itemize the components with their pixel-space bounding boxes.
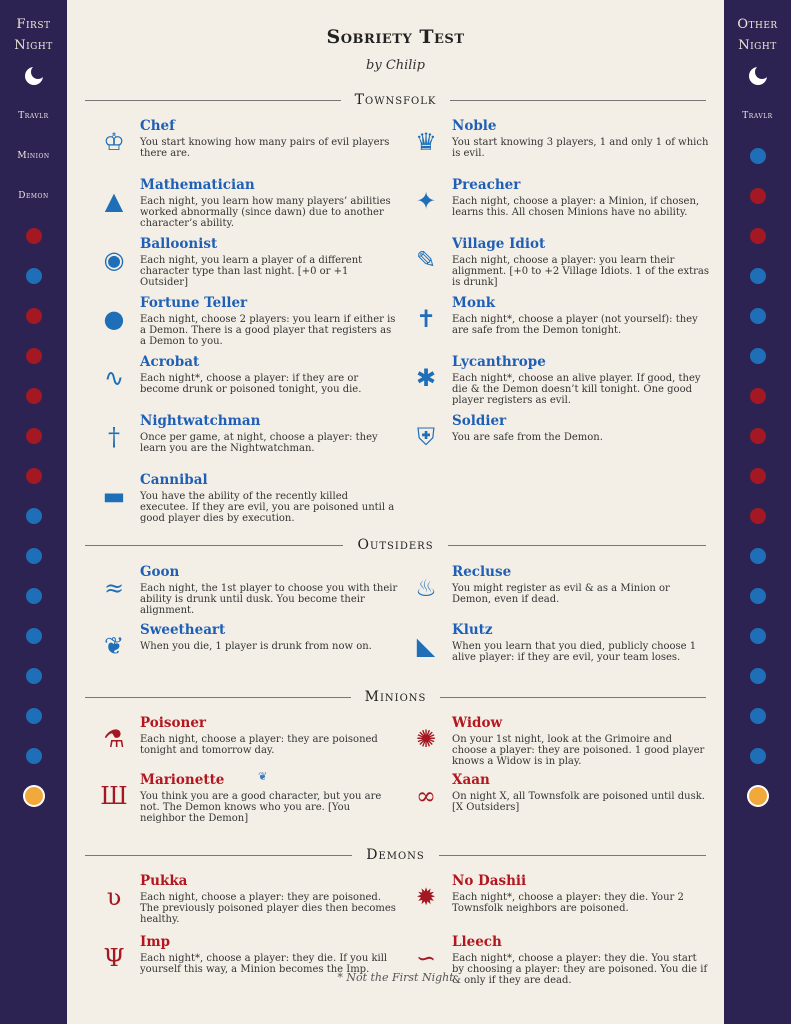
role-ability: Once per game, at night, choose a player: they learn you are the Nightwatchman.: [140, 432, 378, 455]
no-dashii-icon: [750, 468, 766, 484]
role-ability: Each night, choose a player: they are poisoned. The previously poisoned player dies then becomes healthy.: [140, 892, 396, 926]
poisoner-icon: [750, 228, 766, 244]
preacher-icon: [26, 268, 42, 284]
lleech-icon: [750, 508, 766, 524]
role-nightwatchman: [96, 413, 396, 465]
role-name: Xaan: [452, 772, 490, 788]
night-order-imp: [724, 376, 791, 416]
poisoner-icon: [26, 388, 42, 404]
demons-header: Demons: [85, 847, 706, 863]
night-order-monk: [724, 296, 791, 336]
night-order-xaan: [0, 336, 67, 376]
marionette-icon: [26, 228, 42, 244]
other-night-order-list: [724, 56, 791, 816]
lycanthrope-icon: [750, 348, 766, 364]
script-title: Sobriety Test: [326, 26, 465, 48]
role-ability: You start knowing 3 players, 1 and only 1 of which is evil.: [452, 137, 709, 160]
night-order-poisoner: [0, 376, 67, 416]
night-order-pukka: [0, 456, 67, 496]
script-author: by Chilip: [366, 58, 425, 73]
night-order-lleech: [724, 496, 791, 536]
role-name: Sweetheart: [140, 622, 226, 638]
role-name: Chef: [140, 118, 175, 134]
lleech-icon: [26, 308, 42, 324]
role-sweetheart: [96, 622, 396, 674]
role-ability: You think you are a good character, but you are not. The Demon knows who you are. [You neighbor the Demon]: [140, 791, 382, 825]
night-order-village-idiot: [0, 656, 67, 696]
preacher-icon: [750, 148, 766, 164]
night-order-marionette: [0, 216, 67, 256]
other-night-sidebar: [724, 0, 791, 1024]
noble-icon: [26, 588, 42, 604]
sweetheart-icon: [750, 548, 766, 564]
xaan-icon: ∞: [416, 782, 436, 810]
role-name: Soldier: [452, 413, 507, 429]
recluse-icon: ♨: [415, 574, 437, 602]
night-order-dawn: [724, 776, 791, 816]
xaan-icon: [26, 348, 42, 364]
lycanthrope-icon: ✱: [415, 364, 437, 392]
role-soldier: [408, 413, 708, 465]
role-name: Widow: [452, 715, 503, 731]
role-cannibal: [96, 472, 396, 524]
goon-icon: ≈: [103, 574, 125, 602]
night-order-mathematician: [724, 736, 791, 776]
pukka-icon: ʋ: [106, 883, 122, 911]
widow-icon: [26, 428, 42, 444]
moon-icon: [749, 67, 767, 85]
night-order-preacher: [724, 136, 791, 176]
night-order-noble: [0, 576, 67, 616]
cannibal-icon: ▬: [102, 482, 126, 510]
night-order-village-idiot: [724, 656, 791, 696]
role-ability: Each night, choose a player: they are poisoned tonight and tomorrow day.: [140, 734, 378, 757]
acrobat-icon: [750, 268, 766, 284]
role-name: Klutz: [452, 622, 493, 638]
role-ability: When you learn that you died, publicly choose 1 alive player: if they are evil, your team loses.: [452, 641, 697, 664]
role-name: Lleech: [452, 934, 502, 950]
role-name: Nightwatchman: [140, 413, 261, 429]
village-idiot-icon: [26, 668, 42, 684]
role-pukka: [96, 873, 396, 925]
role-ability: Each night*, choose a player: if they are or become drunk or poisoned tonight, you die.: [140, 373, 362, 396]
village-idiot-icon: ✎: [415, 246, 437, 274]
night-order-sweetheart: [724, 536, 791, 576]
role-ability: On your 1st night, look at the Grimoire and choose a player: they are poisoned. 1 good player knows a Widow is in play.: [452, 734, 705, 768]
script-sheet: [67, 0, 724, 1024]
role-name: Imp: [140, 934, 171, 950]
role-chef: [96, 118, 396, 170]
night-order-label: Demon: [18, 191, 49, 201]
night-order-fortune-teller: [724, 576, 791, 616]
monk-icon: ✝: [415, 305, 437, 333]
role-name: Noble: [452, 118, 497, 134]
night-order-acrobat: [724, 256, 791, 296]
role-acrobat: [96, 354, 396, 406]
role-balloonist: [96, 236, 396, 288]
footer-note: * Not the First Night: [337, 971, 454, 984]
role-preacher: [408, 177, 708, 229]
fortune-teller-icon: ●: [103, 305, 125, 333]
role-name: No Dashii: [452, 873, 527, 889]
role-goon: [96, 564, 396, 616]
role-name: Preacher: [452, 177, 521, 193]
role-name: Poisoner: [140, 715, 207, 731]
role-ability: When you die, 1 player is drunk from now on.: [140, 641, 372, 652]
night-order-poisoner: [724, 216, 791, 256]
night-order-fortune-teller: [0, 536, 67, 576]
lleech-icon: ∽: [415, 944, 437, 972]
first-night-sidebar: [0, 0, 67, 1024]
balloonist-icon: [26, 628, 42, 644]
dawn-icon: [749, 787, 767, 805]
moon-icon: [25, 67, 43, 85]
role-name: Pukka: [140, 873, 188, 889]
night-order-dawn: [0, 776, 67, 816]
chef-icon: [26, 508, 42, 524]
fortune-teller-icon: [26, 548, 42, 564]
role-ability: You might register as evil & as a Minion or Demon, even if dead.: [452, 583, 670, 606]
night-order-travlr: [724, 96, 791, 136]
night-order-label: Travlr: [742, 111, 773, 121]
role-name: Goon: [140, 564, 180, 580]
jinx-icon: ❦: [258, 770, 268, 783]
role-name: Fortune Teller: [140, 295, 248, 311]
role-recluse: [408, 564, 708, 616]
role-noble: [408, 118, 708, 170]
role-monk: [408, 295, 708, 347]
night-order-label: Minion: [17, 151, 50, 161]
divider: [450, 100, 706, 101]
night-order-lycanthrope: [724, 336, 791, 376]
mathematician-icon: [26, 748, 42, 764]
divider: [85, 100, 341, 101]
nightwatchman-icon: [750, 708, 766, 724]
night-order-balloonist: [0, 616, 67, 656]
role-ability: You are safe from the Demon.: [452, 432, 603, 443]
balloonist-icon: ◉: [103, 246, 125, 274]
role-name: Cannibal: [140, 472, 208, 488]
role-ability: Each night*, choose a player: they die. Your 2 Townsfolk neighbors are poisoned.: [452, 892, 684, 915]
imp-icon: [750, 388, 766, 404]
poisoner-icon: ⚗: [103, 725, 125, 753]
divider: [85, 545, 343, 546]
role-marionette: [96, 772, 396, 824]
role-ability: Each night, choose 2 players: you learn if either is a Demon. There is a good player that registers as a Demon to you.: [140, 314, 396, 348]
minions-header: Minions: [85, 689, 706, 705]
role-name: Marionette: [140, 772, 225, 788]
role-ability: Each night, you learn a player of a different character type than last night. [+0 or +1 Outsider]: [140, 255, 363, 289]
night-order-widow: [0, 416, 67, 456]
night-order-chef: [0, 496, 67, 536]
monk-icon: [750, 308, 766, 324]
soldier-icon: ⛨: [417, 423, 435, 451]
role-ability: Each night, the 1st player to choose you with their ability is drunk until dusk. You become their alignment.: [140, 583, 398, 617]
divider: [85, 697, 351, 698]
role-ability: Each night, choose a player: you learn their alignment. [+0 to +2 Village Idiots. 1 of the extras is drunk]: [452, 255, 710, 289]
acrobat-icon: ∿: [103, 364, 125, 392]
role-village-idiot: [408, 236, 708, 288]
marionette-icon: Ш: [100, 782, 128, 810]
role-name: Acrobat: [140, 354, 200, 370]
first-night-order-list: [0, 56, 67, 816]
widow-icon: ✺: [415, 725, 437, 753]
mathematician-icon: [750, 748, 766, 764]
role-ability: You start knowing how many pairs of evil players there are.: [140, 137, 390, 160]
balloonist-icon: [750, 628, 766, 644]
night-order-label: Travlr: [18, 111, 49, 121]
role-ability: You have the ability of the recently killed executee. If they are evil, you are poisoned until a good player dies by execution.: [140, 491, 395, 525]
role-lycanthrope: [408, 354, 708, 406]
dawn-icon: [25, 787, 43, 805]
role-name: Recluse: [452, 564, 512, 580]
other-night-title: Other Night: [737, 17, 778, 53]
role-name: Monk: [452, 295, 496, 311]
role-ability: Each night*, choose a player (not yourself): they are safe from the Demon tonight.: [452, 314, 698, 337]
mathematician-icon: ▲: [104, 187, 124, 215]
night-order-moon: [0, 56, 67, 96]
role-ability: Each night*, choose a player: they die. You start by choosing a player: they are poisoned. You die if & only if they are dead.: [452, 953, 708, 987]
role-name: Mathematician: [140, 177, 255, 193]
role-xaan: [408, 772, 708, 824]
pukka-icon: [750, 428, 766, 444]
preacher-icon: ✦: [415, 187, 437, 215]
night-order-demon: [0, 176, 67, 216]
divider: [448, 545, 706, 546]
night-order-nightwatchman: [0, 696, 67, 736]
night-order-travlr: [0, 96, 67, 136]
night-order-pukka: [724, 416, 791, 456]
night-order-preacher: [0, 256, 67, 296]
role-ability: Each night, you learn how many players’ abilities worked abnormally (since dawn) due to another character’s ability.: [140, 196, 391, 230]
chef-icon: ♔: [103, 128, 125, 156]
klutz-icon: ◣: [416, 632, 436, 660]
role-ability: Each night*, choose an alive player. If good, they die & the Demon doesn’t kill tonight. One good player registers as evil.: [452, 373, 701, 407]
noble-icon: ♛: [415, 128, 437, 156]
night-order-lleech: [0, 296, 67, 336]
night-order-moon: [724, 56, 791, 96]
role-widow: [408, 715, 708, 767]
outsiders-header: Outsiders: [85, 537, 706, 553]
fortune-teller-icon: [750, 588, 766, 604]
nightwatchman-icon: [26, 708, 42, 724]
role-name: Balloonist: [140, 236, 218, 252]
night-order-nightwatchman: [724, 696, 791, 736]
divider: [439, 855, 706, 856]
sweetheart-icon: ❦: [103, 632, 125, 660]
night-order-no-dashii: [724, 456, 791, 496]
role-no-dashii: [408, 873, 708, 925]
role-ability: On night X, all Townsfolk are poisoned until dusk. [X Outsiders]: [452, 791, 705, 814]
role-name: Lycanthrope: [452, 354, 546, 370]
role-name: Village Idiot: [452, 236, 546, 252]
divider: [85, 855, 352, 856]
divider: [440, 697, 706, 698]
night-order-xaan: [724, 176, 791, 216]
nightwatchman-icon: †: [108, 423, 120, 451]
night-order-minion: [0, 136, 67, 176]
role-fortune-teller: [96, 295, 396, 347]
role-klutz: [408, 622, 708, 674]
village-idiot-icon: [750, 668, 766, 684]
night-order-mathematician: [0, 736, 67, 776]
townsfolk-header: Townsfolk: [85, 92, 706, 108]
role-ability: Each night*, choose a player: they die. If you kill yourself this way, a Minion becomes the Imp.: [140, 953, 388, 976]
first-night-title: First Night: [14, 17, 53, 53]
xaan-icon: [750, 188, 766, 204]
night-order-balloonist: [724, 616, 791, 656]
no-dashii-icon: ✹: [415, 883, 437, 911]
role-poisoner: [96, 715, 396, 767]
role-mathematician: [96, 177, 396, 229]
pukka-icon: [26, 468, 42, 484]
imp-icon: Ψ: [103, 944, 125, 972]
role-ability: Each night, choose a player: a Minion, if chosen, learns this. All chosen Minions have no ability.: [452, 196, 700, 219]
